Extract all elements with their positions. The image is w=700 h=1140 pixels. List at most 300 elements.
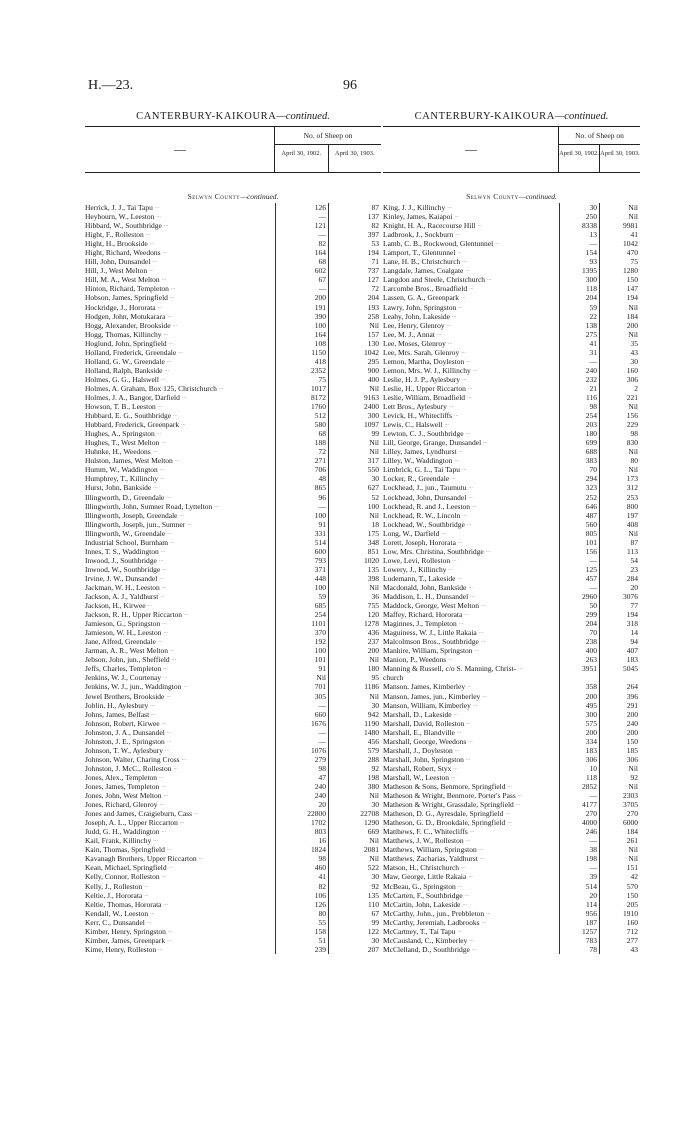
leader-dots: ... bbox=[462, 375, 467, 382]
sheep-1902: 2352 bbox=[275, 366, 328, 375]
owner-name: Manson, James, Kimberley bbox=[383, 682, 466, 692]
owner-name: McCartney, T., Tai Tapu bbox=[383, 926, 456, 936]
leader-dots: ... bbox=[162, 249, 167, 256]
sheep-1903: Nil bbox=[599, 303, 640, 312]
sheep-1902: 254 bbox=[559, 411, 599, 420]
sheep-1903: 295 bbox=[328, 357, 381, 366]
right-header-col1: April 30, 1902. bbox=[559, 145, 600, 172]
sheep-1903: 87 bbox=[599, 538, 640, 547]
sheep-1902: 323 bbox=[559, 483, 599, 492]
sheep-1903: 205 bbox=[599, 900, 640, 909]
leader-dots: ... bbox=[472, 366, 478, 373]
leader-dots: ... bbox=[457, 882, 463, 889]
leader-dots: ... bbox=[154, 204, 160, 210]
leader-dots: ... bbox=[167, 927, 173, 934]
owner-name: Macdonald, John, Bankside bbox=[383, 582, 467, 592]
owner-name: Heybourn, W., Leeston bbox=[85, 212, 155, 222]
leader-dots: ... bbox=[178, 348, 183, 355]
sheep-1902: 803 bbox=[275, 827, 328, 836]
table-row bbox=[383, 809, 640, 818]
sheep-1903: Nil bbox=[328, 447, 381, 456]
table-row bbox=[85, 601, 381, 610]
owner-name: Jamieson, W. H., Leeston bbox=[85, 628, 162, 638]
sheep-1902: 514 bbox=[275, 538, 328, 547]
leader-dots: ... bbox=[469, 285, 474, 292]
leader-dots: ... bbox=[157, 403, 163, 410]
sheep-1902: — bbox=[275, 212, 328, 221]
leader-dots: ... bbox=[483, 439, 488, 446]
sheep-1903: 130 bbox=[328, 339, 381, 348]
leader-dots: ... bbox=[147, 602, 153, 609]
owner-name: Marshall, E., Blandville bbox=[383, 727, 455, 737]
owner-name: Holland, Ralph, Bankside bbox=[85, 365, 163, 375]
sheep-1903: 200 bbox=[599, 728, 640, 737]
sheep-1903: 253 bbox=[599, 493, 640, 502]
sheep-1902: 240 bbox=[275, 791, 328, 800]
leader-dots: ... bbox=[479, 855, 485, 862]
sheep-1903: 550 bbox=[328, 465, 381, 474]
leader-dots: ... bbox=[462, 466, 467, 473]
sheep-1903: 200 bbox=[599, 321, 640, 330]
sheep-1903: 2 bbox=[599, 384, 640, 393]
sheep-1902: 47 bbox=[275, 773, 328, 782]
sheep-1902: 240 bbox=[559, 366, 599, 375]
sheep-1902: 4177 bbox=[559, 800, 599, 809]
leader-dots: ... bbox=[160, 375, 166, 382]
sheep-1902: 487 bbox=[559, 511, 599, 520]
owner-name: Jones, John, West Melton bbox=[85, 791, 162, 801]
sheep-1902: 1702 bbox=[275, 818, 328, 827]
sheep-1903: 755 bbox=[328, 601, 381, 610]
table-row bbox=[383, 248, 640, 257]
leader-dots: ... bbox=[159, 574, 164, 581]
leader-dots: ... bbox=[181, 393, 187, 400]
owner-name: Huhnke, H., Weedons bbox=[85, 447, 151, 457]
table-row bbox=[383, 203, 640, 212]
leader-dots: ... bbox=[517, 792, 523, 799]
sheep-1902: 100 bbox=[275, 583, 328, 592]
owner-name: Jane, Alfred, Greendale bbox=[85, 637, 156, 647]
left-header-col2: April 30, 1903. bbox=[334, 150, 375, 157]
table-row bbox=[383, 565, 640, 574]
sheep-1902: — bbox=[275, 284, 328, 293]
table-row bbox=[85, 420, 381, 429]
table-row bbox=[383, 447, 640, 456]
table-row bbox=[85, 221, 381, 230]
sheep-1902: 125 bbox=[559, 565, 599, 574]
table-row bbox=[85, 402, 381, 411]
owner-name: Manning & Russell, c/o S. Manning, Christ- bbox=[383, 664, 517, 674]
sheep-1902: 1150 bbox=[275, 348, 328, 357]
leader-dots: ... bbox=[161, 873, 167, 880]
sheep-1902: 51 bbox=[275, 936, 328, 945]
sheep-1902: 699 bbox=[559, 438, 599, 447]
table-row bbox=[383, 637, 640, 646]
owner-name: Leahy, John, Lakeside bbox=[383, 311, 450, 321]
sheep-1902: 358 bbox=[559, 682, 599, 691]
sheep-1902: 67 bbox=[275, 275, 328, 284]
sheep-1903: 175 bbox=[328, 529, 381, 538]
sheep-1903: 237 bbox=[328, 637, 381, 646]
sheep-1903: 23 bbox=[599, 565, 640, 574]
sheep-1903: 3705 bbox=[599, 800, 640, 809]
sheep-1903: 160 bbox=[599, 918, 640, 927]
sheep-1902: 50 bbox=[559, 601, 599, 610]
owner-name: Hubbard, E. G., Southbridge bbox=[85, 411, 172, 421]
sheep-1903: 400 bbox=[328, 375, 381, 384]
owner-name: Joseph, A. L., Upper Riccarton bbox=[85, 818, 178, 828]
leader-dots: ... bbox=[468, 583, 473, 590]
leader-dots: ... bbox=[461, 294, 466, 301]
owner-name: Holland, Frederick, Greendale bbox=[85, 347, 177, 357]
sheep-1903: 1910 bbox=[599, 909, 640, 918]
leader-dots: ... bbox=[150, 701, 155, 708]
sheep-1902: 956 bbox=[559, 909, 599, 918]
leader-dots: ... bbox=[485, 547, 491, 554]
owner-name: Kerr, C., Dunsandel bbox=[85, 917, 145, 927]
sheep-1903: 150 bbox=[599, 737, 640, 746]
sheep-1903: Nil bbox=[328, 854, 381, 863]
owner-name: Inwood, J., Southbridge bbox=[85, 555, 157, 565]
sheep-1902: 114 bbox=[559, 900, 599, 909]
left-title-suffix: —continued. bbox=[276, 111, 330, 122]
owner-name: Maffey, Richard, Hororata bbox=[383, 610, 463, 620]
leader-dots: ... bbox=[150, 909, 155, 916]
sheep-1902: 30 bbox=[559, 203, 599, 212]
leader-dots: ... bbox=[458, 303, 463, 310]
sheep-1902: 138 bbox=[559, 321, 599, 330]
sheep-1902: 495 bbox=[559, 701, 599, 710]
leader-dots: ... bbox=[471, 945, 477, 952]
sheep-1902: 98 bbox=[559, 402, 599, 411]
owner-name: Kelly, Connor, Rolleston bbox=[85, 872, 160, 882]
sheep-1903: 3076 bbox=[599, 592, 640, 601]
sheep-1902: 805 bbox=[559, 529, 599, 538]
right-column-title bbox=[383, 108, 640, 126]
sheep-1902: 59 bbox=[559, 303, 599, 312]
table-row bbox=[383, 719, 640, 728]
sheep-1903: 42 bbox=[599, 872, 640, 881]
leader-dots: ... bbox=[151, 710, 156, 717]
owner-name: Jones, Alex., Templeton bbox=[85, 772, 158, 782]
sheep-1903: 397 bbox=[328, 230, 381, 239]
right-county-heading bbox=[383, 189, 640, 203]
owner-name: McClelland, D., Southbridge bbox=[383, 944, 470, 954]
owner-name: Lamb, C. B., Rockwood, Glentunnel bbox=[383, 239, 494, 249]
owner-name: Lemon, Martha, Doyleston bbox=[383, 356, 465, 366]
owner-name: Holmes, J. A., Bangor, Darfield bbox=[85, 392, 180, 402]
table-row bbox=[383, 764, 640, 773]
owner-name: Kimber, Henry, Springston bbox=[85, 926, 166, 936]
sheep-1902: 685 bbox=[275, 601, 328, 610]
owner-name: Manson, William, Kimberley bbox=[383, 700, 471, 710]
sheep-1902: Nil bbox=[275, 673, 328, 682]
right-title-text: CANTERBURY-KAIKOURA bbox=[414, 111, 555, 122]
leader-dots: ... bbox=[507, 783, 512, 789]
owner-name: Lewis, C., Halswell bbox=[383, 420, 443, 430]
leader-dots: ... bbox=[161, 439, 166, 446]
leader-dots: ... bbox=[166, 493, 171, 500]
table-row bbox=[383, 601, 640, 610]
table-row bbox=[383, 692, 640, 701]
sheep-1902: 783 bbox=[559, 936, 599, 945]
owner-name: Johnston, J. A., Dunsandel bbox=[85, 727, 165, 737]
table-row bbox=[383, 664, 640, 673]
owner-name: Hight, H., Brookside bbox=[85, 239, 148, 249]
owner-name: Johnston, J. E., Springston bbox=[85, 736, 165, 746]
sheep-1903: Nil bbox=[328, 655, 381, 664]
table-row bbox=[85, 303, 381, 312]
owner-name: Kimber, James, Greenpark bbox=[85, 935, 166, 945]
sheep-1902: 154 bbox=[559, 248, 599, 257]
table-row bbox=[85, 809, 381, 818]
owner-name: Marshall, W., Leeston bbox=[383, 772, 450, 782]
owner-name: Hodgen, John, Motukarara bbox=[85, 311, 166, 321]
sheep-1903: 240 bbox=[599, 719, 640, 728]
owner-name: Maddison, L. H., Dunsandel bbox=[383, 592, 469, 602]
leader-dots: ... bbox=[495, 240, 500, 247]
sheep-1902: 101 bbox=[275, 655, 328, 664]
sheep-1902: 240 bbox=[275, 782, 328, 791]
sheep-1902: 706 bbox=[275, 465, 328, 474]
table-row bbox=[383, 646, 640, 655]
leader-dots: ... bbox=[444, 421, 449, 428]
table-row bbox=[85, 474, 381, 483]
sheep-1903: 1280 bbox=[599, 266, 640, 275]
owner-name: Lowe, Levi, Rolleston bbox=[383, 555, 451, 565]
sheep-1903: 30 bbox=[328, 936, 381, 945]
leader-dots: ... bbox=[478, 846, 484, 853]
sheep-1903: 36 bbox=[328, 592, 381, 601]
leader-dots: ... bbox=[218, 384, 224, 391]
table-row bbox=[383, 682, 640, 691]
leader-dots: ... bbox=[465, 430, 471, 437]
leader-dots: ... bbox=[157, 303, 163, 310]
owner-name: Matheson & Wright, Benmore, Porter's Pass bbox=[383, 791, 516, 801]
table-row bbox=[383, 836, 640, 845]
right-table-body bbox=[383, 203, 640, 954]
leader-dots: ... bbox=[156, 430, 162, 437]
page-number: 96 bbox=[343, 78, 357, 93]
sheep-1902: 400 bbox=[559, 646, 599, 655]
owner-name: Kain, Thomas, Springfield bbox=[85, 845, 165, 855]
leader-dots: ... bbox=[515, 801, 521, 808]
sheep-1903: 348 bbox=[328, 538, 381, 547]
sheep-1903: 41 bbox=[599, 230, 640, 239]
sheep-1902: 575 bbox=[559, 719, 599, 728]
leader-dots: ... bbox=[159, 801, 164, 808]
leader-dots: ... bbox=[149, 267, 154, 274]
sheep-1902: 106 bbox=[275, 891, 328, 900]
sheep-1903: 258 bbox=[328, 312, 381, 321]
sheep-1902: 1017 bbox=[275, 384, 328, 393]
table-row bbox=[85, 483, 381, 492]
sheep-1902: 39 bbox=[559, 872, 599, 881]
leader-dots: ... bbox=[465, 267, 470, 274]
sheep-1902: 68 bbox=[275, 257, 328, 266]
sheep-1903: 71 bbox=[328, 257, 381, 266]
owner-name: Industrial School, Burnham bbox=[85, 537, 169, 547]
sheep-1903: 184 bbox=[599, 312, 640, 321]
owner-name: Langdale, James, Coalgate bbox=[383, 266, 464, 276]
sheep-1903: 100 bbox=[328, 502, 381, 511]
owner-name: Lockhead, J., jun., Taumutu bbox=[383, 483, 467, 493]
leader-dots: ... bbox=[166, 737, 172, 744]
sheep-1902: — bbox=[559, 863, 599, 872]
sheep-1902: 98 bbox=[275, 764, 328, 773]
sheep-1902: 1824 bbox=[275, 845, 328, 854]
sheep-1902: 80 bbox=[275, 909, 328, 918]
table-row bbox=[85, 275, 381, 284]
leader-dots: ... bbox=[161, 583, 167, 590]
sheep-1903: 193 bbox=[328, 303, 381, 312]
owner-name: Lee, M. J., Annat bbox=[383, 329, 435, 339]
sheep-1902: 70 bbox=[559, 465, 599, 474]
sheep-1903: 2081 bbox=[328, 845, 381, 854]
owner-name: Limbrick, G. L., Tai Tapu bbox=[383, 465, 460, 475]
leader-dots: ... bbox=[184, 611, 189, 618]
owner-name: Langdon and Steele, Christchurch bbox=[383, 275, 486, 285]
sheep-1902: 59 bbox=[275, 592, 328, 601]
owner-name: Hinton, Richard, Templeton bbox=[85, 284, 169, 294]
table-row bbox=[85, 293, 381, 302]
leader-dots: ... bbox=[173, 764, 178, 771]
leader-dots: ... bbox=[163, 222, 169, 229]
table-row bbox=[85, 655, 381, 664]
sheep-1902: 1257 bbox=[559, 927, 599, 936]
owner-name: Marshall, George, Weedons bbox=[383, 736, 467, 746]
leader-dots: ... bbox=[166, 357, 172, 364]
owner-name: Lewton, C. J., Southbridge bbox=[383, 429, 464, 439]
sheep-1903: 830 bbox=[599, 438, 640, 447]
leader-dots: ... bbox=[166, 728, 172, 735]
leader-dots: ... bbox=[467, 683, 472, 690]
leader-dots: ... bbox=[170, 285, 176, 292]
table-row bbox=[85, 447, 381, 456]
table-row bbox=[383, 474, 640, 483]
sheep-1903: 456 bbox=[328, 737, 381, 746]
sheep-1903: 18 bbox=[328, 520, 381, 529]
table-row bbox=[85, 701, 381, 710]
sheep-1903: 522 bbox=[328, 863, 381, 872]
sheep-1903: 1186 bbox=[328, 682, 381, 691]
owner-name: Kavanagh Brothers, Upper Riccarton bbox=[85, 854, 197, 864]
sheep-1902: 1076 bbox=[275, 746, 328, 755]
right-title-suffix: —continued. bbox=[554, 111, 609, 122]
sheep-1902: 600 bbox=[275, 547, 328, 556]
table-row bbox=[85, 692, 381, 701]
leader-dots: ... bbox=[457, 574, 462, 581]
leader-dots: ... bbox=[214, 502, 219, 509]
leader-dots: ... bbox=[455, 231, 460, 238]
table-row bbox=[383, 891, 640, 900]
right-header-group-label: No. of Sheep on bbox=[559, 127, 640, 145]
sheep-1903: Nil bbox=[328, 438, 381, 447]
table-row bbox=[383, 673, 640, 682]
sheep-1902: 126 bbox=[275, 203, 328, 212]
table-row bbox=[383, 592, 640, 601]
leader-dots: ... bbox=[159, 466, 165, 473]
owner-name: Long, W., Darfield bbox=[383, 528, 440, 538]
owner-name: McBeau, G., Springston bbox=[383, 881, 456, 891]
sheep-1903: 436 bbox=[328, 628, 381, 637]
sheep-1903: 306 bbox=[599, 375, 640, 384]
sheep-1902: 100 bbox=[275, 511, 328, 520]
table-row bbox=[85, 610, 381, 619]
left-county-name: Selwyn County bbox=[187, 192, 241, 201]
sheep-1903: 2400 bbox=[328, 402, 381, 411]
owner-name: Maw, George, Little Rakaia bbox=[383, 872, 467, 882]
sheep-1902: 156 bbox=[559, 547, 599, 556]
leader-dots: ... bbox=[187, 520, 192, 527]
owner-name: Kime, Henry, Rolleston bbox=[85, 944, 157, 954]
leader-dots: ... bbox=[152, 258, 157, 265]
owner-name: Holmes, A. Graham, Box 125, Christchurch bbox=[85, 383, 217, 393]
leader-dots: ... bbox=[466, 520, 472, 527]
sheep-1903: 22708 bbox=[328, 809, 381, 818]
table-row bbox=[383, 619, 640, 628]
sheep-1902: — bbox=[275, 502, 328, 511]
owner-name: Holland, G. W., Greendale bbox=[85, 356, 165, 366]
leader-dots: ... bbox=[158, 945, 163, 952]
leader-dots: ... bbox=[467, 393, 472, 400]
left-header-group-label: No. of Sheep on bbox=[275, 127, 381, 145]
sheep-1902: 200 bbox=[275, 293, 328, 302]
owner-name: Marshall, D., Lakeside bbox=[383, 709, 452, 719]
owner-name: Humphrey, T., Killinchy bbox=[85, 474, 159, 484]
sheep-1902: 13 bbox=[559, 230, 599, 239]
owner-name: Jarman, A. R., West Melton bbox=[85, 646, 169, 656]
table-row bbox=[85, 502, 381, 511]
leader-dots: ... bbox=[457, 249, 462, 256]
leader-dots: ... bbox=[465, 755, 471, 762]
sheep-1902: 10 bbox=[559, 764, 599, 773]
sheep-1902: 331 bbox=[275, 529, 328, 538]
owner-name: Lill, George, Grange, Dunsandel bbox=[383, 438, 482, 448]
sheep-1903: 277 bbox=[599, 936, 640, 945]
owner-name: Jones and James, Craigieburn, Cass bbox=[85, 809, 193, 819]
table-row bbox=[383, 375, 640, 384]
leader-dots: ... bbox=[144, 882, 149, 889]
table-row bbox=[85, 927, 381, 936]
sheep-1902: 602 bbox=[275, 266, 328, 275]
owner-name: Lane, H. B., Christchurch bbox=[383, 257, 461, 267]
table-row bbox=[85, 854, 381, 863]
sheep-1903: 1190 bbox=[328, 719, 381, 728]
owner-name: Lowery, J., Killinchy bbox=[383, 564, 447, 574]
table-row bbox=[85, 664, 381, 673]
table-row bbox=[383, 574, 640, 583]
table-row bbox=[383, 556, 640, 565]
owner-name: Jewel Brothers, Brookside bbox=[85, 691, 165, 701]
leader-dots: ... bbox=[466, 719, 471, 726]
table-row bbox=[85, 384, 381, 393]
owner-name: Matthews, J. W., Rolleston bbox=[383, 836, 464, 846]
table-row bbox=[85, 257, 381, 266]
sheep-1902: 164 bbox=[275, 330, 328, 339]
owner-name: McCarthy, John., jun., Prebbleton bbox=[383, 908, 485, 918]
sheep-1903: 156 bbox=[599, 411, 640, 420]
sheep-1903: 110 bbox=[328, 900, 381, 909]
sheep-1902: 31 bbox=[559, 348, 599, 357]
owner-name: Marshall, J., Doyleston bbox=[383, 745, 453, 755]
leader-dots: ... bbox=[458, 448, 464, 455]
sheep-1902: 560 bbox=[559, 520, 599, 529]
sheep-1902: 82 bbox=[275, 882, 328, 891]
sheep-1902: 580 bbox=[275, 420, 328, 429]
leader-dots: ... bbox=[480, 602, 486, 609]
sheep-1902: — bbox=[275, 728, 328, 737]
